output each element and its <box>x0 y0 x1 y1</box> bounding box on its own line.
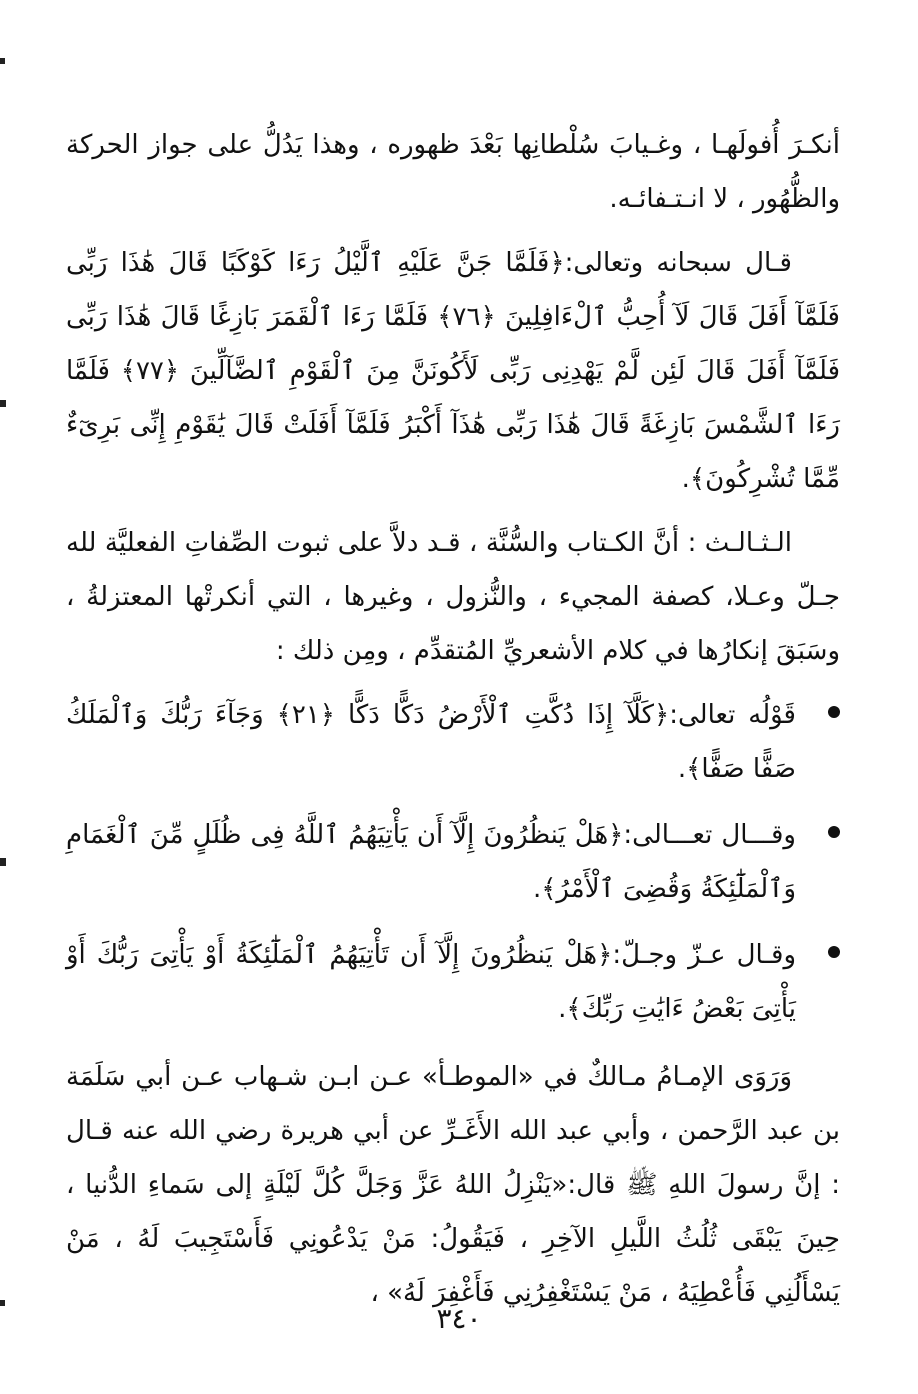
bullet-icon <box>828 706 840 718</box>
verse-list <box>66 688 840 1036</box>
bullet-icon <box>828 946 840 958</box>
paragraph-quran-citation <box>66 236 840 506</box>
citation-intro: قَوْلُه تعالى: <box>669 700 796 730</box>
paragraph-continuation: أنكـرَ أُفولَهـا ، وغـيابَ سُلْطانِها بَعْدَ ظهوره ، وهذا يَدُلُّ على جواز الحركة والظُّهُور ، لا انـتـفائـه. <box>66 130 840 214</box>
quran-verse: ﴿كَلَّآ إِذَا دُكَّتِ ٱلْأَرْضُ دَكًّا دَكًّا ﴿٢١﴾ وَجَآءَ رَبُّكَ وَٱلْمَلَكُ صَفًّا صَفًّا﴾. <box>66 700 796 784</box>
citation-intro: قـال سبحانه وتعالى: <box>564 248 792 278</box>
list-item <box>66 808 840 916</box>
quran-verse: ﴿هَلْ يَنظُرُونَ إِلَّآ أَن تَأْتِيَهُمُ ٱلْمَلَٰٓئِكَةُ أَوْ يَأْتِىَ رَبُّكَ أَوْ يَأْتِىَ بَعْضُ ءَايَٰتِ رَبِّكَ﴾. <box>66 940 796 1024</box>
scan-edge-mark <box>0 58 5 64</box>
paragraph-hadith: وَرَوَى الإمـامُ مـالكٌ في «الموطـأ» عـن ابـن شـهاب عـن أبي سَلَمَة بن عبد الرَّحمن ، وأبي عبد الله الأَغَـرِّ عن أبي هريرة رضي الله عنه قـال : إنَّ رسولَ اللهِ ﷺ قال:«يَنْزِلُ اللهُ عَزَّ وَجَلَّ كُلَّ لَيْلَةٍ إلى سَماءِ الدُّنيا ، حِينَ يَبْقَى ثُلُثُ اللَّيلِ الآخِرِ ، فَيَقُولُ: مَنْ يَدْعُونِي فَأَسْتَجِيبَ لَهُ ، مَنْ يَسْأَلُنِي فَأُعْطِيَهُ ، مَنْ يَسْتَغْفِرُنِي فَأَغْفِرَ لَهُ» ، <box>66 1062 840 1308</box>
list-item <box>66 928 840 1036</box>
bullet-icon <box>828 826 840 838</box>
page-body <box>66 118 840 1330</box>
scan-edge-mark <box>0 858 6 866</box>
list-item <box>66 688 840 796</box>
page-number: ٣٤٠ <box>436 1302 482 1335</box>
quran-verse: ﴿فَلَمَّا جَنَّ عَلَيْهِ ٱلَّيْلُ رَءَا كَوْكَبًا قَالَ هَٰذَا رَبِّى فَلَمَّآ أَفَلَ قَالَ لَآ أُحِبُّ ٱلْءَافِلِينَ ﴿٧٦﴾ فَلَمَّا رَءَا ٱلْقَمَرَ بَازِغًا قَالَ هَٰذَا رَبِّى فَلَمَّآ أَفَلَ قَالَ لَئِن لَّمْ يَهْدِنِى رَبِّى لَأَكُونَنَّ مِنَ ٱلْقَوْمِ ٱلضَّآلِّينَ ﴿٧٧﴾ فَلَمَّا رَءَا ٱلشَّمْسَ بَازِغَةً قَالَ هَٰذَا رَبِّى هَٰذَآ أَكْبَرُ فَلَمَّآ أَفَلَتْ قَالَ يَٰقَوْمِ إِنِّى بَرِىٓءٌ مِّمَّا تُشْرِكُونَ﴾. <box>66 248 840 494</box>
quran-verse: ﴿هَلْ يَنظُرُونَ إِلَّآ أَن يَأْتِيَهُمُ ٱللَّهُ فِى ظُلَلٍ مِّنَ ٱلْغَمَامِ وَٱلْمَلَٰٓئِكَةُ وَقُضِىَ ٱلْأَمْرُ﴾. <box>66 820 796 904</box>
paragraph-third-point: الـثـالـث : أنَّ الكـتاب والسُّنَّة ، قـد دلاَّ على ثبوت الصِّفاتِ الفعليَّة لله جـلّ وعـلا، كصفة المجيء ، والنُّزول ، وغيرها ، التي أنكرتْها المعتزلةُ ، وسَبَقَ إنكارُها في كلام الأشعريِّ المُتقدِّم ، ومِن ذلك : <box>66 528 840 666</box>
citation-intro: وقـال عـزّ وجـلّ: <box>612 940 796 970</box>
citation-intro: وقـــال تعـــالى: <box>623 820 796 850</box>
scan-edge-mark <box>0 400 6 407</box>
